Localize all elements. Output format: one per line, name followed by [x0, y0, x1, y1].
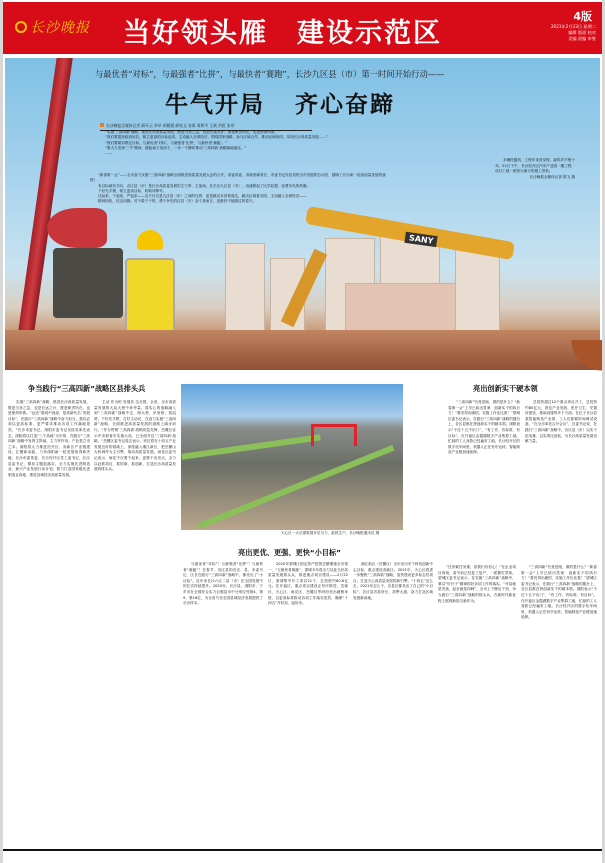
- worker-illustration: [123, 230, 179, 340]
- headline-kicker: 与最优者“对标”，与最强者“比拼”，与最快者“赛跑”，长沙九区县（市）第一时间开始行动——: [95, 69, 445, 79]
- article-2-column-3: 湘江新区（岳麓区）全年亮出多个科技创新中心目标，重点建设高新区。2021年，天心区将进一步聚焦“三高四新”战略，加快建设更多标志性项目，打造天心高质量发展的新引擎。“十四五”怎么走，2021年怎么干，各县区都亮出了自己的“小目标”，各区县各显所长、高擎大旗，奋力打造区域发展新高地。: [353, 562, 433, 600]
- issue-date: 2021年2月23日 星期二: [550, 24, 596, 29]
- drilling-rig-illustration: [13, 58, 83, 358]
- logo-text: 长沙晚报: [30, 20, 90, 36]
- article-2-column-2: 2020年望城区固定资产投资总额增速全市第一，“与最快者赛跑”，望城今年将全力以赴当好高质量发展排头兵，推进重点项目建设——2月22日，望城集中开工项目21个，总投资约80.8亿元。在开福区，重点项目建设正有序推进，芙蓉区、天心区、雨花区、岳麓区等纷纷亮出硬核举措，以更高标准推动各项工作落实见效，确保“十四五”开好局、起好步。: [268, 562, 348, 606]
- steel-yard-photo-caption: 天心区一大宗建筑园开足马力，抢抓生产。长沙晚报通讯员 摄: [281, 531, 380, 535]
- article-1-title: 争当践行“三高四新”战略区县排头兵: [28, 384, 146, 393]
- edition-label: 4版: [573, 10, 592, 23]
- logo-icon: [15, 21, 27, 33]
- issue-editors: 编辑 版面 校对: [568, 30, 596, 35]
- article-2-column-1: 与最优者“对标”！与最强者“比拼”！与最快者“赛跑”！在春节，各区县的各区、县、市委书记、区长在践行“三高四新”战略中，都亮出了“小目标”。近年来长沙六区二县（市）在全国发展中的位次持续提升。2020年，长沙县、浏阳市、宁乡市在全国综合实力百强县市中分别位列第4、第9、第16位，为全省乃至全国县域经济发展提供了长沙样本。: [183, 562, 263, 606]
- hero-photo: [5, 58, 600, 370]
- lead-quotes: “实施‘三高四新’战略，推进长沙高质量发展，既是当务之急，也是长远大计；既是职责所在，也是使命所系。” “我们要提高政治站位，树立更高的目标追求，主动融入全球经济，围绕国家战略，参与区域合作，推动区域协同，实现长沙高质量发展……” “我们要紧扣既定目标，与最优者‘对标’，与最强者‘比拼’，与最快者‘赛跑’。” “要大力发扬‘三牛’精神，撸起袖子加油干，一步一个脚印推动‘三高四新’战略落地落实。” ……: [105, 130, 328, 156]
- corner-photo-fragment: [533, 340, 602, 380]
- section-title: 当好领头雁 建设示范区: [123, 18, 442, 49]
- article-1-column-2: 主动 作为的 发展状 态全国，全省，全市高质量发展的大局大势中来考量，将实心的战略融入到“三高四新”战略中去，明大势，识形势，知趋势，下好先手棋，打好主动仗，在奋力实施“三高四新”战略，全面推进高质量发展的道路上阔步前行。“作为贯彻‘三高四新’战略的急先锋，岳麓区宣示中央和省市实施大局，已全面开启‘三高四新’战略。“岳麓区委书记周志表示，该区将在十四五产业发展良好的基础上，深度融入湘江新区，把岳麓山大科城作为主引擎，推动高质量发展。雨花区委书记表示，雨花不仅要干起来，更要干出亮点，全力以赴抓项目、抓招商、抓创新，打造长沙高质量发展的排头兵。: [94, 400, 176, 472]
- bottom-rule: [3, 849, 602, 851]
- issue-staff: 美编 责编 审签: [568, 36, 596, 41]
- article-3-column-1: “三高四新”究竟是啥，做的是什么？“新春第一会”上早已给出答案：创新实干的执行力！“要亮得出硬招，实施工作比比看！”望城区委书记表示，在践行“三高四新”战略的擂台上，各区县都在拼创新实干的硬本领。浏阳表示“不过十五不出门”，“有工作、有标准、有目标”。在开福区金霞湖数字产业集群工地，忙碌的工人身影已经遍布工地。长沙经开区的数字化车间里，机器人正在有序运转，智能制造产业链加速延伸。: [448, 400, 520, 455]
- hero-photo-caption: 多辆挖掘机、工程车来回穿梭，轰鸣声不绝于耳。22日下午，长沙经开区汽车产业园一期工程项目工地一派热火朝天的施工景象。 长沙晚报全媒体记者 陈飞 摄: [495, 158, 575, 179]
- photo-credit: 长沙晚报全媒体记者 陈飞 摄: [529, 174, 575, 179]
- article-3-column-3: “任务紧任务重，但我们有信心！”在企业项目现场，春节前已经复工复产，一派繁忙景象。望城区委书记表示，在实施“三高四新”战略中，要以“钉钉子”精神抓好各项工作的落实。“开局就是决战，起步就是冲刺”，全市上下铆足干劲，争当践行“三高四新”战略的排头兵，在新时代新征程上展现新担当新作为。: [438, 565, 516, 603]
- article-3-column-2: 总投资超过12个重点项目开工，总投资约80亿元，涉及产业发展、医疗卫生、安置房建设、基础设施等多个方面。在位于长沙县某智能制造产业园，工人们抓紧时间调试设备。“在全市率先召开会议”，区委书记说，在践行“三高四新”战略中，各区县（市）以实干论英雄、以实绩比高低，为长沙高质量发展贡献力量。: [525, 400, 597, 444]
- steel-yard-photo: [181, 384, 403, 530]
- issue-info: [506, 24, 596, 42]
- byline: 长沙晚报全媒体记者 颜开云 李卓 胡媛媛 颜家文 张禹 周和平 王斌 洪虹 朱华: [100, 123, 312, 131]
- excavator-brand: SANY: [404, 232, 438, 247]
- newspaper-logo[interactable]: [15, 17, 90, 37]
- article-3-title: 亮出创新实干硬本领: [473, 384, 538, 393]
- main-headline: 牛气开局 齐心奋蹄: [165, 92, 395, 118]
- article-2-title: 亮出更优、更强、更快“小目标”: [238, 548, 341, 557]
- masthead: [3, 2, 602, 54]
- lead-paragraphs: “新春第一会”——全市奋力实施“三高四新”战略全面推进高质量发展大会的召开，省委常委、省政府副省长，市委书记吴桂英的全市发展的总动员，擂响了长沙新一轮高质量发展的战鼓！ 有目标就有方向，各区县（市）是长沙高质量发展的主力军、主战场。在长沙九区县（市），迅速掀起了比学赶超、奋勇争先的热潮。 下好先手棋，树立更高目标，吹响冲锋号。 比起来，干起来，严起来——这不仅仅是九区县（市）之间的比拼，更是跳出本省看周边，跳出区域看全国，主动融入全球经济—— 精神如炬，信念如磐。对于敢于干的，勇于争先的区县（市）奋斗者而言，是最好不能错过的春天。: [90, 173, 386, 204]
- byline-icon: [100, 123, 104, 127]
- article-1-column-1: 实施“三高四新”战略，推进长沙高质量发展，既是当务之急，也是长远之计，既是职责所在，也是使命所系。“远近”看到中西部，是高新代名“发展目标”，在践行“三高四新”战略中奋力担当，我们必须以更高标准、更严要求推动各项工作落地见效。“长沙市委书记，浏阳市委书记吴桂英率先表态，浏阳将以打造“三个高地”为引领，在践行“三高四新”战略中发挥主阵地、主力军作用。产业是立市之本。浏阳将大力推进经开区、高新区产业链建设，汇聚新动能，力争浏阳新一轮发展取得新突破。长沙市委常委、长沙经开区党工委书记、长沙县委书记，紧扣主题抓落实，全力实施先进制造业、新兴产业发展行动计划，着力打造国家级先进制造业高地，推进县域经济高质量发展。: [8, 400, 90, 477]
- article-3-column-4: “三高四新”究竟是啥，做的是什么？“新春第一会”上早已给出答案：创新实干的执行力！“要亮得出硬招，实施工作比比看！”望城区委书记表示，在践行“三高四新”战略的擂台上，各区县都在拼创新实干的硬本领。浏阳表示“不过十五不出门”，“有工作、有标准、有目标”。在开福区金霞湖数字产业集群工地，忙碌的工人身影已经遍布工地。长沙经开区的数字化车间里，机器人正在有序运转，智能制造产业链加速延伸。: [521, 565, 597, 620]
- newspaper-page: [3, 0, 602, 863]
